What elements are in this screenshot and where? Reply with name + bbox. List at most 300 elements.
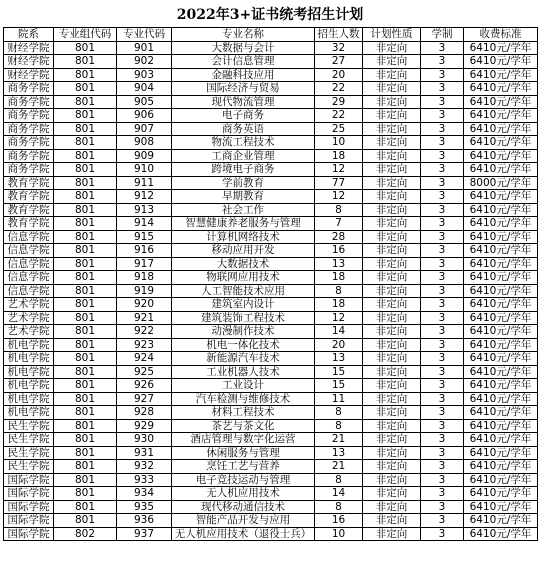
table-row <box>4 406 538 420</box>
enrollment-cell: 21 <box>315 433 363 447</box>
department-cell: 艺术学院 <box>4 311 54 325</box>
major-name-cell: 建筑室内设计 <box>172 298 315 312</box>
tuition-cell: 6410元/学年 <box>464 311 538 325</box>
table-row <box>4 352 538 366</box>
group-code-cell: 801 <box>54 284 117 298</box>
col-header-enrollment: 招生人数 <box>315 28 363 42</box>
plan-type-cell: 非定向 <box>363 203 421 217</box>
enrollment-cell: 28 <box>315 230 363 244</box>
tuition-cell: 6410元/学年 <box>464 527 538 541</box>
major-code-cell: 919 <box>117 284 172 298</box>
table-row <box>4 392 538 406</box>
plan-type-cell: 非定向 <box>363 514 421 528</box>
group-code-cell: 801 <box>54 203 117 217</box>
department-cell: 商务学院 <box>4 163 54 177</box>
table-body <box>4 41 538 541</box>
group-code-cell: 801 <box>54 298 117 312</box>
tuition-cell: 6410元/学年 <box>464 257 538 271</box>
group-code-cell: 801 <box>54 271 117 285</box>
department-cell: 财经学院 <box>4 68 54 82</box>
department-cell: 教育学院 <box>4 217 54 231</box>
major-code-cell: 934 <box>117 487 172 501</box>
plan-type-cell: 非定向 <box>363 527 421 541</box>
enrollment-cell: 8 <box>315 406 363 420</box>
major-name-cell: 建筑装饰工程技术 <box>172 311 315 325</box>
enrollment-cell: 22 <box>315 109 363 123</box>
major-code-cell: 935 <box>117 500 172 514</box>
major-code-cell: 930 <box>117 433 172 447</box>
group-code-cell: 801 <box>54 149 117 163</box>
department-cell: 信息学院 <box>4 257 54 271</box>
plan-type-cell: 非定向 <box>363 446 421 460</box>
major-name-cell: 无人机应用技术 <box>172 487 315 501</box>
table-row <box>4 176 538 190</box>
col-header-major-name: 专业名称 <box>172 28 315 42</box>
plan-type-cell: 非定向 <box>363 460 421 474</box>
plan-type-cell: 非定向 <box>363 149 421 163</box>
department-cell: 国际学院 <box>4 514 54 528</box>
tuition-cell: 6410元/学年 <box>464 284 538 298</box>
group-code-cell: 801 <box>54 190 117 204</box>
group-code-cell: 801 <box>54 163 117 177</box>
major-code-cell: 906 <box>117 109 172 123</box>
department-cell: 机电学院 <box>4 365 54 379</box>
duration-cell: 3 <box>421 352 464 366</box>
tuition-cell: 6410元/学年 <box>464 163 538 177</box>
group-code-cell: 801 <box>54 392 117 406</box>
table-row <box>4 527 538 541</box>
group-code-cell: 801 <box>54 257 117 271</box>
plan-type-cell: 非定向 <box>363 244 421 258</box>
enrollment-cell: 13 <box>315 352 363 366</box>
duration-cell: 3 <box>421 406 464 420</box>
tuition-cell: 6410元/学年 <box>464 244 538 258</box>
department-cell: 教育学院 <box>4 176 54 190</box>
group-code-cell: 801 <box>54 217 117 231</box>
group-code-cell: 801 <box>54 41 117 55</box>
table-row <box>4 163 538 177</box>
duration-cell: 3 <box>421 230 464 244</box>
department-cell: 信息学院 <box>4 284 54 298</box>
group-code-cell: 801 <box>54 82 117 96</box>
enrollment-cell: 12 <box>315 311 363 325</box>
plan-type-cell: 非定向 <box>363 473 421 487</box>
department-cell: 商务学院 <box>4 109 54 123</box>
tuition-cell: 6410元/学年 <box>464 190 538 204</box>
department-cell: 商务学院 <box>4 136 54 150</box>
duration-cell: 3 <box>421 284 464 298</box>
group-code-cell: 801 <box>54 338 117 352</box>
duration-cell: 3 <box>421 122 464 136</box>
plan-type-cell: 非定向 <box>363 55 421 69</box>
department-cell: 商务学院 <box>4 82 54 96</box>
tuition-cell: 6410元/学年 <box>464 41 538 55</box>
major-name-cell: 智慧健康养老服务与管理 <box>172 217 315 231</box>
table-row <box>4 122 538 136</box>
tuition-cell: 6410元/学年 <box>464 230 538 244</box>
major-name-cell: 现代物流管理 <box>172 95 315 109</box>
duration-cell: 3 <box>421 136 464 150</box>
enrollment-cell: 13 <box>315 446 363 460</box>
enrollment-cell: 12 <box>315 190 363 204</box>
duration-cell: 3 <box>421 109 464 123</box>
table-row <box>4 514 538 528</box>
major-name-cell: 大数据与会计 <box>172 41 315 55</box>
table-row <box>4 244 538 258</box>
major-name-cell: 工业机器人技术 <box>172 365 315 379</box>
department-cell: 商务学院 <box>4 122 54 136</box>
major-name-cell: 工业设计 <box>172 379 315 393</box>
major-code-cell: 913 <box>117 203 172 217</box>
group-code-cell: 801 <box>54 419 117 433</box>
major-code-cell: 911 <box>117 176 172 190</box>
tuition-cell: 6410元/学年 <box>464 217 538 231</box>
enrollment-table <box>3 27 538 541</box>
group-code-cell: 801 <box>54 514 117 528</box>
plan-type-cell: 非定向 <box>363 365 421 379</box>
table-row <box>4 55 538 69</box>
major-name-cell: 物联网应用技术 <box>172 271 315 285</box>
department-cell: 信息学院 <box>4 230 54 244</box>
enrollment-cell: 20 <box>315 68 363 82</box>
duration-cell: 3 <box>421 338 464 352</box>
table-row <box>4 217 538 231</box>
major-code-cell: 912 <box>117 190 172 204</box>
enrollment-cell: 14 <box>315 487 363 501</box>
department-cell: 机电学院 <box>4 392 54 406</box>
major-name-cell: 移动应用开发 <box>172 244 315 258</box>
enrollment-cell: 25 <box>315 122 363 136</box>
duration-cell: 3 <box>421 514 464 528</box>
major-name-cell: 材料工程技术 <box>172 406 315 420</box>
duration-cell: 3 <box>421 487 464 501</box>
plan-type-cell: 非定向 <box>363 109 421 123</box>
plan-type-cell: 非定向 <box>363 298 421 312</box>
plan-type-cell: 非定向 <box>363 82 421 96</box>
tuition-cell: 6410元/学年 <box>464 149 538 163</box>
major-name-cell: 现代移动通信技术 <box>172 500 315 514</box>
table-row <box>4 460 538 474</box>
major-name-cell: 大数据技术 <box>172 257 315 271</box>
table-row <box>4 284 538 298</box>
major-name-cell: 计算机网络技术 <box>172 230 315 244</box>
duration-cell: 3 <box>421 190 464 204</box>
department-cell: 国际学院 <box>4 473 54 487</box>
major-name-cell: 商务英语 <box>172 122 315 136</box>
plan-type-cell: 非定向 <box>363 500 421 514</box>
tuition-cell: 6410元/学年 <box>464 406 538 420</box>
group-code-cell: 802 <box>54 527 117 541</box>
plan-type-cell: 非定向 <box>363 41 421 55</box>
enrollment-cell: 15 <box>315 365 363 379</box>
table-row <box>4 109 538 123</box>
plan-type-cell: 非定向 <box>363 271 421 285</box>
department-cell: 民生学院 <box>4 433 54 447</box>
enrollment-cell: 8 <box>315 419 363 433</box>
major-code-cell: 933 <box>117 473 172 487</box>
tuition-cell: 6410元/学年 <box>464 365 538 379</box>
major-code-cell: 908 <box>117 136 172 150</box>
major-name-cell: 酒店管理与数字化运营 <box>172 433 315 447</box>
enrollment-cell: 14 <box>315 325 363 339</box>
table-row <box>4 500 538 514</box>
enrollment-cell: 16 <box>315 514 363 528</box>
table-row <box>4 68 538 82</box>
major-code-cell: 929 <box>117 419 172 433</box>
duration-cell: 3 <box>421 392 464 406</box>
major-code-cell: 931 <box>117 446 172 460</box>
department-cell: 机电学院 <box>4 406 54 420</box>
table-row <box>4 487 538 501</box>
major-code-cell: 918 <box>117 271 172 285</box>
header-row <box>4 28 538 42</box>
plan-type-cell: 非定向 <box>363 406 421 420</box>
duration-cell: 3 <box>421 446 464 460</box>
plan-type-cell: 非定向 <box>363 163 421 177</box>
col-header-major-code: 专业代码 <box>117 28 172 42</box>
table-row <box>4 203 538 217</box>
group-code-cell: 801 <box>54 230 117 244</box>
major-code-cell: 920 <box>117 298 172 312</box>
duration-cell: 3 <box>421 149 464 163</box>
major-code-cell: 909 <box>117 149 172 163</box>
major-code-cell: 902 <box>117 55 172 69</box>
enrollment-cell: 12 <box>315 163 363 177</box>
duration-cell: 3 <box>421 460 464 474</box>
major-code-cell: 917 <box>117 257 172 271</box>
table-row <box>4 379 538 393</box>
table-row <box>4 230 538 244</box>
duration-cell: 3 <box>421 311 464 325</box>
duration-cell: 3 <box>421 365 464 379</box>
tuition-cell: 6410元/学年 <box>464 298 538 312</box>
tuition-cell: 6410元/学年 <box>464 82 538 96</box>
enrollment-cell: 8 <box>315 203 363 217</box>
major-name-cell: 国际经济与贸易 <box>172 82 315 96</box>
tuition-cell: 8000元/学年 <box>464 176 538 190</box>
group-code-cell: 801 <box>54 325 117 339</box>
enrollment-cell: 21 <box>315 460 363 474</box>
enrollment-cell: 18 <box>315 298 363 312</box>
duration-cell: 3 <box>421 203 464 217</box>
enrollment-cell: 77 <box>315 176 363 190</box>
tuition-cell: 6410元/学年 <box>464 419 538 433</box>
tuition-cell: 6410元/学年 <box>464 122 538 136</box>
tuition-cell: 6410元/学年 <box>464 109 538 123</box>
department-cell: 民生学院 <box>4 460 54 474</box>
tuition-cell: 6410元/学年 <box>464 325 538 339</box>
major-code-cell: 901 <box>117 41 172 55</box>
major-name-cell: 电子商务 <box>172 109 315 123</box>
group-code-cell: 801 <box>54 68 117 82</box>
plan-type-cell: 非定向 <box>363 392 421 406</box>
tuition-cell: 6410元/学年 <box>464 500 538 514</box>
major-name-cell: 休闲服务与管理 <box>172 446 315 460</box>
plan-type-cell: 非定向 <box>363 217 421 231</box>
tuition-cell: 6410元/学年 <box>464 460 538 474</box>
group-code-cell: 801 <box>54 122 117 136</box>
group-code-cell: 801 <box>54 406 117 420</box>
tuition-cell: 6410元/学年 <box>464 55 538 69</box>
tuition-cell: 6410元/学年 <box>464 392 538 406</box>
enrollment-cell: 18 <box>315 149 363 163</box>
major-code-cell: 914 <box>117 217 172 231</box>
col-header-department: 院系 <box>4 28 54 42</box>
plan-type-cell: 非定向 <box>363 284 421 298</box>
col-header-duration: 学制 <box>421 28 464 42</box>
tuition-cell: 6410元/学年 <box>464 352 538 366</box>
major-code-cell: 937 <box>117 527 172 541</box>
department-cell: 国际学院 <box>4 487 54 501</box>
duration-cell: 3 <box>421 419 464 433</box>
major-name-cell: 早期教育 <box>172 190 315 204</box>
enrollment-cell: 10 <box>315 136 363 150</box>
department-cell: 财经学院 <box>4 55 54 69</box>
major-name-cell: 工商企业管理 <box>172 149 315 163</box>
table-row <box>4 257 538 271</box>
major-name-cell: 烹饪工艺与营养 <box>172 460 315 474</box>
group-code-cell: 801 <box>54 379 117 393</box>
group-code-cell: 801 <box>54 446 117 460</box>
tuition-cell: 6410元/学年 <box>464 136 538 150</box>
enrollment-cell: 22 <box>315 82 363 96</box>
tuition-cell: 6410元/学年 <box>464 68 538 82</box>
major-name-cell: 茶艺与茶文化 <box>172 419 315 433</box>
department-cell: 商务学院 <box>4 149 54 163</box>
group-code-cell: 801 <box>54 365 117 379</box>
duration-cell: 3 <box>421 244 464 258</box>
duration-cell: 3 <box>421 95 464 109</box>
duration-cell: 3 <box>421 257 464 271</box>
tuition-cell: 6410元/学年 <box>464 514 538 528</box>
table-row <box>4 190 538 204</box>
major-name-cell: 电子竞技运动与管理 <box>172 473 315 487</box>
plan-type-cell: 非定向 <box>363 487 421 501</box>
table-row <box>4 271 538 285</box>
plan-type-cell: 非定向 <box>363 325 421 339</box>
major-code-cell: 925 <box>117 365 172 379</box>
group-code-cell: 801 <box>54 311 117 325</box>
major-name-cell: 新能源汽车技术 <box>172 352 315 366</box>
department-cell: 国际学院 <box>4 500 54 514</box>
department-cell: 机电学院 <box>4 379 54 393</box>
major-code-cell: 932 <box>117 460 172 474</box>
group-code-cell: 801 <box>54 460 117 474</box>
major-name-cell: 动漫制作技术 <box>172 325 315 339</box>
major-code-cell: 907 <box>117 122 172 136</box>
plan-type-cell: 非定向 <box>363 433 421 447</box>
duration-cell: 3 <box>421 41 464 55</box>
group-code-cell: 801 <box>54 500 117 514</box>
table-row <box>4 82 538 96</box>
plan-type-cell: 非定向 <box>363 338 421 352</box>
plan-type-cell: 非定向 <box>363 230 421 244</box>
enrollment-cell: 18 <box>315 271 363 285</box>
duration-cell: 3 <box>421 379 464 393</box>
duration-cell: 3 <box>421 500 464 514</box>
col-header-group-code: 专业组代码 <box>54 28 117 42</box>
major-name-cell: 跨境电子商务 <box>172 163 315 177</box>
table-row <box>4 311 538 325</box>
department-cell: 信息学院 <box>4 271 54 285</box>
major-name-cell: 人工智能技术应用 <box>172 284 315 298</box>
major-name-cell: 学前教育 <box>172 176 315 190</box>
major-code-cell: 915 <box>117 230 172 244</box>
major-code-cell: 922 <box>117 325 172 339</box>
enrollment-cell: 20 <box>315 338 363 352</box>
department-cell: 财经学院 <box>4 41 54 55</box>
tuition-cell: 6410元/学年 <box>464 487 538 501</box>
table-row <box>4 338 538 352</box>
table-row <box>4 419 538 433</box>
enrollment-cell: 27 <box>315 55 363 69</box>
department-cell: 艺术学院 <box>4 325 54 339</box>
duration-cell: 3 <box>421 433 464 447</box>
plan-type-cell: 非定向 <box>363 176 421 190</box>
duration-cell: 3 <box>421 217 464 231</box>
major-code-cell: 905 <box>117 95 172 109</box>
plan-type-cell: 非定向 <box>363 257 421 271</box>
plan-type-cell: 非定向 <box>363 122 421 136</box>
enrollment-cell: 15 <box>315 379 363 393</box>
plan-type-cell: 非定向 <box>363 419 421 433</box>
major-code-cell: 910 <box>117 163 172 177</box>
tuition-cell: 6410元/学年 <box>464 271 538 285</box>
spreadsheet <box>3 3 537 541</box>
department-cell: 国际学院 <box>4 527 54 541</box>
col-header-plan-type: 计划性质 <box>363 28 421 42</box>
department-cell: 商务学院 <box>4 95 54 109</box>
tuition-cell: 6410元/学年 <box>464 95 538 109</box>
table-row <box>4 298 538 312</box>
enrollment-cell: 16 <box>315 244 363 258</box>
major-name-cell: 智能产品开发与应用 <box>172 514 315 528</box>
page-title: 2022年3+证书统考招生计划 <box>176 7 364 23</box>
major-code-cell: 903 <box>117 68 172 82</box>
major-code-cell: 921 <box>117 311 172 325</box>
table-row <box>4 365 538 379</box>
major-code-cell: 928 <box>117 406 172 420</box>
major-code-cell: 916 <box>117 244 172 258</box>
department-cell: 民生学院 <box>4 419 54 433</box>
enrollment-cell: 8 <box>315 284 363 298</box>
enrollment-cell: 7 <box>315 217 363 231</box>
plan-type-cell: 非定向 <box>363 352 421 366</box>
department-cell: 艺术学院 <box>4 298 54 312</box>
table-row <box>4 433 538 447</box>
table-row <box>4 325 538 339</box>
group-code-cell: 801 <box>54 433 117 447</box>
major-name-cell: 汽车检测与维修技术 <box>172 392 315 406</box>
duration-cell: 3 <box>421 82 464 96</box>
enrollment-cell: 8 <box>315 473 363 487</box>
tuition-cell: 6410元/学年 <box>464 338 538 352</box>
plan-type-cell: 非定向 <box>363 136 421 150</box>
plan-type-cell: 非定向 <box>363 379 421 393</box>
enrollment-cell: 13 <box>315 257 363 271</box>
table-row <box>4 136 538 150</box>
department-cell: 教育学院 <box>4 190 54 204</box>
major-code-cell: 936 <box>117 514 172 528</box>
major-code-cell: 924 <box>117 352 172 366</box>
major-code-cell: 923 <box>117 338 172 352</box>
group-code-cell: 801 <box>54 244 117 258</box>
enrollment-cell: 29 <box>315 95 363 109</box>
group-code-cell: 801 <box>54 473 117 487</box>
enrollment-cell: 10 <box>315 527 363 541</box>
group-code-cell: 801 <box>54 487 117 501</box>
tuition-cell: 6410元/学年 <box>464 433 538 447</box>
